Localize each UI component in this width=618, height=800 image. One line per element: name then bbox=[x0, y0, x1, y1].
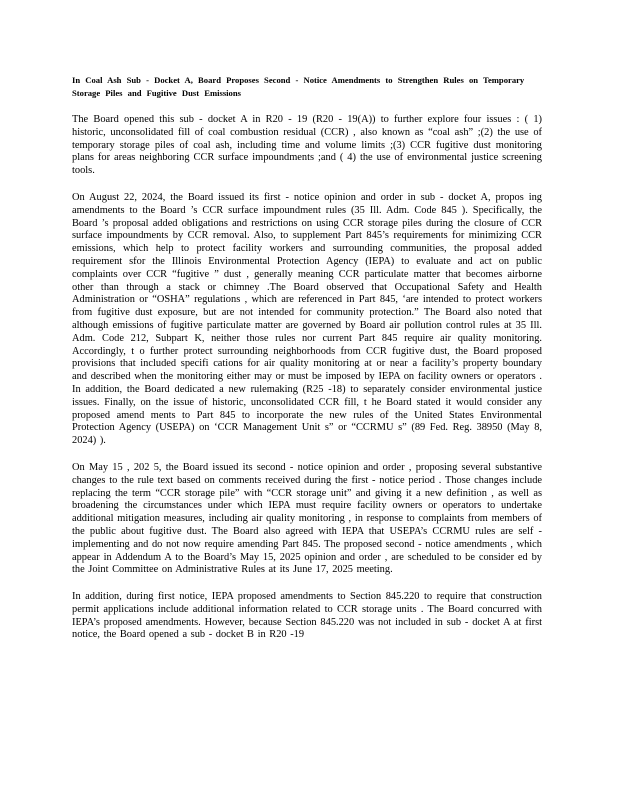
document-body bbox=[72, 114, 542, 656]
paragraph-sub-docket-b: In addition, during first notice, IEPA proposed amendments to Section 845.220 to require that construction permit applications include additional information related to CCR storage units . The Board concurred with IEPA’s proposed amendments. However, because Section 845.220 was not included in sub - docket A at first notice, the Board opened a sub - docket B in R20 -19 bbox=[72, 591, 542, 641]
paragraph-first-notice: On August 22, 2024, the Board issued its first - notice opinion and order in sub - docket A, propos ing amendments to the Board ’s CCR surface impoundment rules (35 Ill. Adm. Code 845 ). Specifically, the Board ’s proposal added obligations and restrictions on using CCR storage piles during the closure of CCR surface impoundments by CCR removal. Also, to supplement Part 845’s requirements for minimizing CCR emissions, which help to protect facility workers and surrounding communities, the proposal added requirement sfor the Illinois Environmental Protection Agency (IEPA) to evaluate and act on public complaints over CCR “fugitive ” dust , generally meaning CCR particulate matter that becomes airborne other than through a stack or chimney .The Board observed that Occupational Safety and Health Administration or “OSHA” regulations , which are referenced in Part 845, ‘are intended to protect workers from fugitive dust exposure, but are not intended for community protection.” The Board also noted that although emissions of fugitive particulate matter are governed by Board air pollution control rules at 35 Ill. Adm. Code 212, Subpart K, neither those rules nor current Part 845 require air quality monitoring. Accordingly, t o further protect surrounding neighborhoods from CCR fugitive dust, the Board proposed provisions that included specifi cations for air quality monitoring at or near a facility’s property boundary and described when the monitoring either may or must be imposed by IEPA on facility owners or operators . In addition, the Board dedicated a new rulemaking (R25 -18) to separately consider environmental justice issues. Finally, on the issue of historic, unconsolidated CCR fill, t he Board stated it would consider any proposed amend ments to Part 845 to incorporate the new rules of the United States Environmental Protection Agency (USEPA) on ‘CCR Management Unit s” or “CCRMU s” (89 Fed. Reg. 38950 (May 8, 2024) ). bbox=[72, 191, 542, 447]
document-heading: In Coal Ash Sub - Docket A, Board Proposes Second - Notice Amendments to Strengthen Rules on Temporary Storage Piles and Fugitive Dust Emissions bbox=[72, 75, 525, 98]
paragraph-intro: The Board opened this sub - docket A in R20 - 19 (R20 - 19(A)) to further explore four issues : ( 1) historic, unconsolidated fill of coal combustion residual (CCR) , also known as “coal ash” ;(2) the use of temporary storage piles of coal ash, including time and volume limits ;(3) CCR fugitive dust monitoring plans for areas neighboring CCR surface impoundments ;and ( 4) the use of environmental justice screening tools. bbox=[72, 114, 542, 177]
paragraph-second-notice: On May 15 , 202 5, the Board issued its second - notice opinion and order , proposing several substantive changes to the rule text based on comments received during the first - notice period . Those changes include replacing the term “CCR storage pile” with “CCR storage unit” and giving it a new definition , as well as broadening the circumstances under which IEPA must require facility owners or operators to undertake additional mitigation measures, including air quality monitoring , in response to complaints from members of the public about fugitive dust. The Board also agreed with IEPA that USEPA’s CCRMU rules are self - implementing and do not now require amending Part 845. The proposed second - notice amendments , which appear in Addendum A to the Board’s May 15, 2025 opinion and order , are scheduled to be consider ed by the Joint Committee on Administrative Rules at its June 17, 2025 meeting. bbox=[72, 461, 542, 576]
